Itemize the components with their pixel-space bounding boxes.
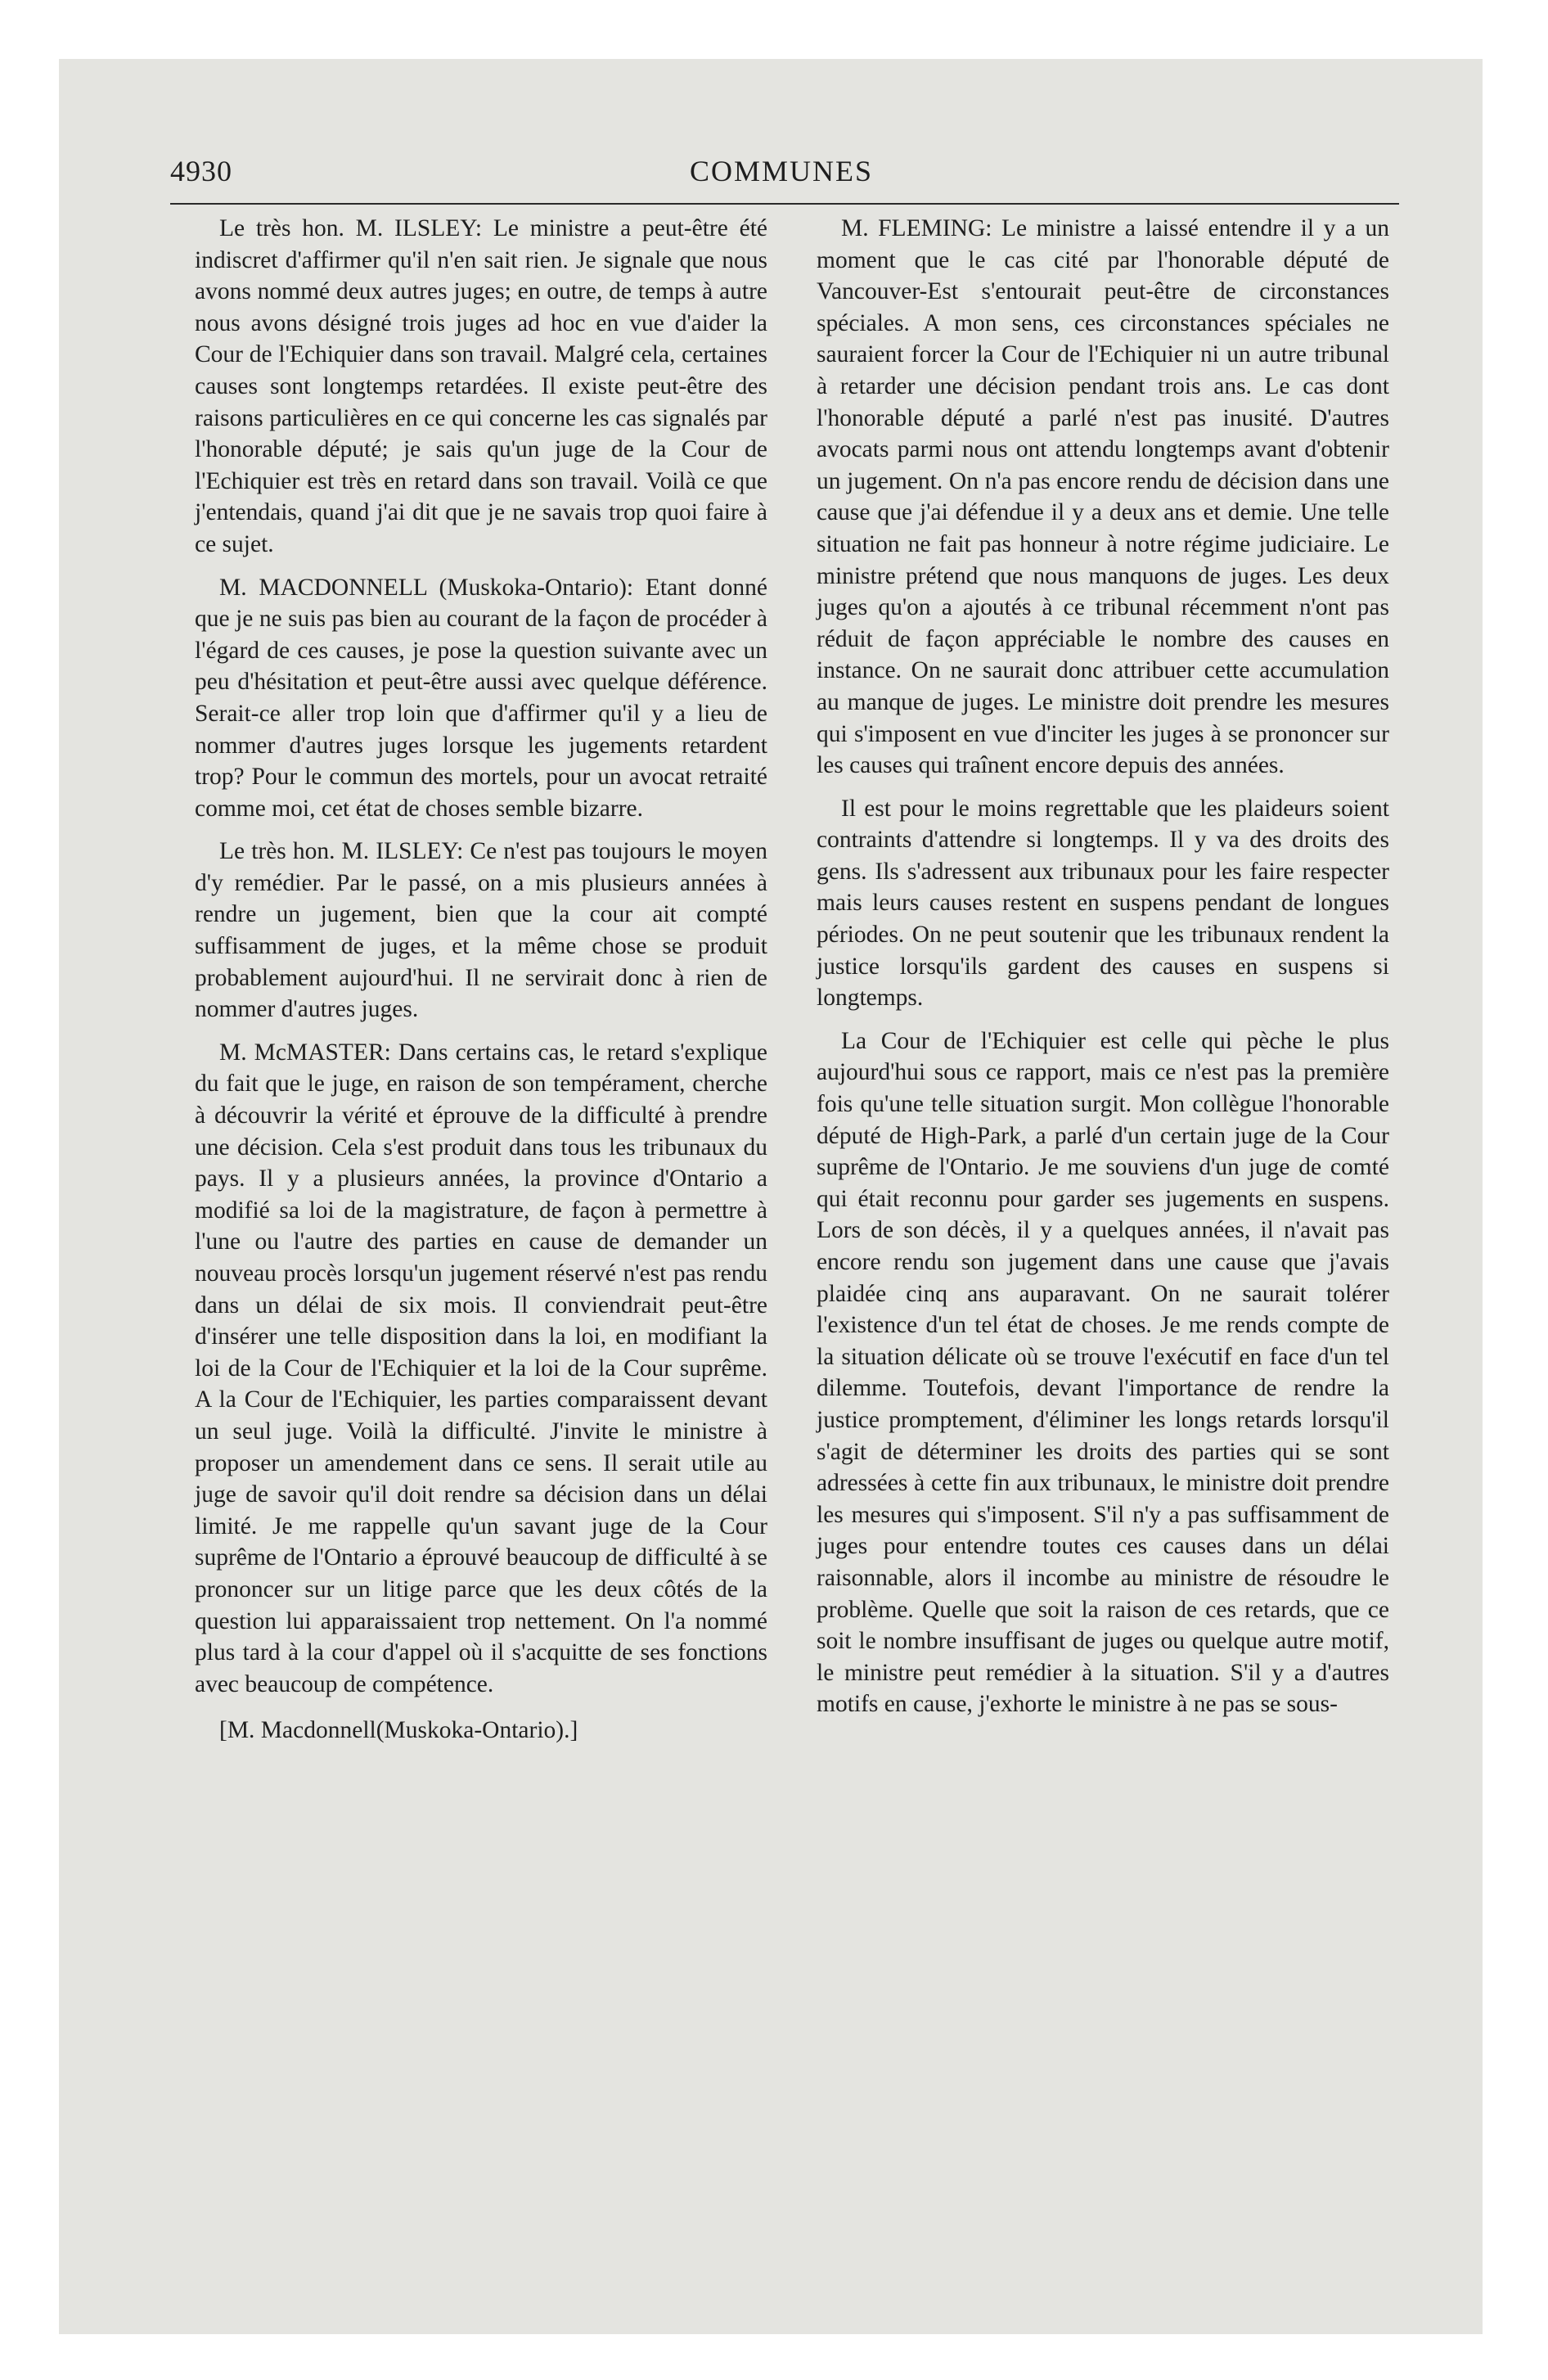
page-header xyxy=(123,139,1440,188)
header-rule xyxy=(170,203,1399,205)
document-page xyxy=(123,123,1440,2202)
page-number: 4930 xyxy=(170,155,232,187)
paragraph: Le très hon. M. ILSLEY: Le ministre a peut-être été indiscret d'affirmer qu'il n'en sait rien. Je signale que nous avons nommé deux autres juges; en outre, de temps à autre nous avons désigné trois juges ad hoc en vue d'aider la Cour de l'Echiquier dans son travail. Malgré cela, certaines causes sont longtemps retardées. Il existe peut-être des raisons particulières en ce qui concerne les cas signalés par l'honorable député; je sais qu'un juge de la Cour de l'Echiquier est très en retard dans son travail. Voilà ce que j'entendais, quand j'ai dit que je ne savais trop quoi faire à ce sujet. xyxy=(195,215,767,557)
left-column xyxy=(195,213,767,1758)
right-column xyxy=(817,213,1389,1732)
speaker-footer: [M. Macdonnell(Muskoka-Ontario).] xyxy=(219,1717,578,1744)
paragraph: Le très hon. M. ILSLEY: Ce n'est pas toujours le moyen d'y remédier. Par le passé, on a mis plusieurs années à rendre un jugement, bien que la cour ait compté suffisamment de juges, et la même chose se produit probablement aujourd'hui. Il ne servirait donc à rien de nommer d'autres juges. xyxy=(195,838,767,1023)
paragraph: La Cour de l'Echiquier est celle qui pèche le plus aujourd'hui sous ce rapport, mais ce n'est pas la première fois qu'une telle situation surgit. Mon collègue l'honorable député de High-Park, a parlé d'un certain juge de la Cour suprême de l'Ontario. Je me souviens d'un juge de comté qui était reconnu pour garder ses jugements en suspens. Lors de son décès, il y a quelques années, il n'avait pas encore rendu son jugement dans une cause que j'avais plaidée cinq ans auparavant. On ne saurait tolérer l'existence d'un tel état de choses. Je me rends compte de la situation délicate où se trouve l'exécutif en face d'un tel dilemme. Toutefois, devant l'importance de rendre la justice promptement, d'éliminer les longs retards lorsqu'il s'agit de déterminer les droits des parties qui se sont adressées à cette fin aux tribunaux, le ministre doit prendre les mesures qui s'imposent. S'il n'y a pas suffisamment de juges pour entendre toutes ces causes dans un délai raisonnable, alors il incombe au ministre de résoudre le problème. Quelle que soit la raison de ces retards, que ce soit le nombre insuffisant de juges ou quelque autre motif, le ministre peut remédier à la situation. S'il y a d'autres motifs en cause, j'exhorte le ministre à ne pas se sous- xyxy=(817,1027,1389,1718)
running-title: COMMUNES xyxy=(689,155,874,187)
paragraph: Il est pour le moins regrettable que les plaideurs soient contraints d'attendre si longtemps. Il y va des droits des gens. Ils s'adressent aux tribunaux pour les faire respecter mais leurs causes restent en suspens pendant de longues périodes. On ne peut soutenir que les tribunaux rendent la justice lorsqu'ils gardent des causes en suspens si longtemps. xyxy=(817,795,1389,1012)
paragraph: M. McMASTER: Dans certains cas, le retard s'explique du fait que le juge, en raison de son tempérament, cherche à découvrir la vérité et éprouve de la difficulté à prendre une décision. Cela s'est produit dans tous les tribunaux du pays. Il y a plusieurs années, la province d'Ontario a modifié sa loi de la magistrature, de façon à permettre à l'une ou l'autre des parties en cause de demander un nouveau procès lorsqu'un jugement réservé n'est pas rendu dans un délai de six mois. Il conviendrait peut-être d'insérer une telle disposition dans la loi, en modifiant la loi de la Cour de l'Echiquier et la loi de la Cour suprême. A la Cour de l'Echiquier, les parties comparaissent devant un seul juge. Voilà la difficulté. J'invite le ministre à proposer un amendement dans ce sens. Il serait utile au juge de savoir qu'il doit rendre sa décision dans un délai limité. Je me rappelle qu'un savant juge de la Cour suprême de l'Ontario a éprouvé beaucoup de difficulté à se prononcer sur un litige parce que les deux côtés de la question lui apparaissaient trop nettement. On l'a nommé plus tard à la cour d'appel où il s'acquitte de ses fonctions avec beaucoup de compétence. xyxy=(195,1039,767,1697)
paragraph: M. FLEMING: Le ministre a laissé entendre il y a un moment que le cas cité par l'honorable député de Vancouver-Est s'entourait peut-être de circonstances spéciales. A mon sens, ces circonstances spéciales ne sauraient forcer la Cour de l'Echiquier ni un autre tribunal à retarder une décision pendant trois ans. Le cas dont l'honorable député a parlé n'est pas inusité. D'autres avocats parmi nous ont attendu longtemps avant d'obtenir un jugement. On n'a pas encore rendu de décision dans une cause que j'ai défendue il y a deux ans et demie. Une telle situation ne fait pas honneur à notre régime judiciaire. Le ministre prétend que nous manquons de juges. Les deux juges qu'on a ajoutés à ce tribunal récemment n'ont pas réduit de façon appréciable le nombre des causes en instance. On ne saurait donc attribuer cette accumulation au manque de juges. Le ministre doit prendre les mesures qui s'imposent en vue d'inciter les juges à se prononcer sur les causes qui traînent encore depuis des années. xyxy=(817,215,1389,779)
paragraph: M. MACDONNELL (Muskoka-Ontario): Etant donné que je ne suis pas bien au courant de la façon de procéder à l'égard de ces causes, je pose la question suivante avec un peu d'hésitation et peut-être aussi avec quelque déférence. Serait-ce aller trop loin que d'affirmer qu'il y a lieu de nommer d'autres juges lorsque les jugements retardent trop? Pour le commun des mortels, pour un avocat retraité comme moi, cet état de choses semble bizarre. xyxy=(195,574,767,822)
